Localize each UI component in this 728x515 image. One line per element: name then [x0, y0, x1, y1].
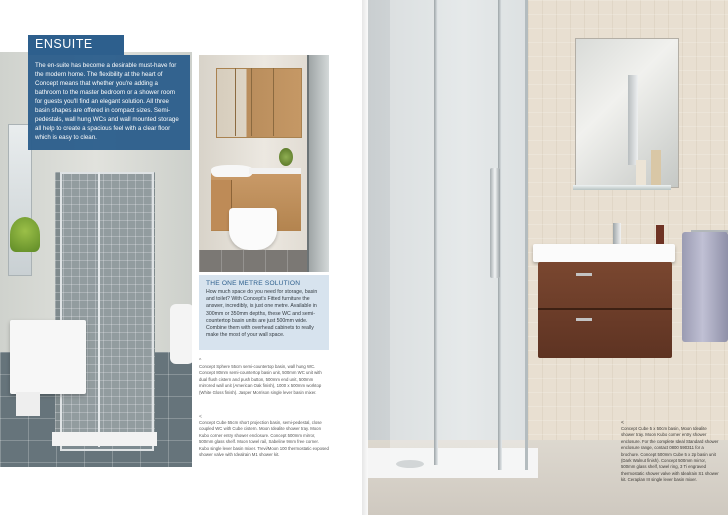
section-title-bar	[28, 35, 124, 55]
basin-mixer	[613, 223, 621, 245]
solution-heading: THE ONE METRE SOLUTION	[206, 280, 301, 287]
solution-body: How much space do you need for storage, basin and toilet? With Concept's Fitted furniture the answer, incredibly, is just one metre. Available in 300mm or 350mm depths, these WC and semi-countertop basin units are just 500mm wide. Combine them with overhead cabinets to really make the most of your wall space.	[206, 289, 318, 339]
caption-arrow: ^	[199, 358, 202, 364]
mirror	[575, 38, 679, 188]
wc	[229, 208, 277, 250]
caption-top	[199, 358, 329, 396]
caption-right	[621, 420, 721, 484]
vanity-unit	[538, 262, 672, 358]
glass-shelf	[573, 185, 671, 190]
intro-text: The en-suite has become a desirable must-have for the modern home. The flexibility at the heart of Concept means that whether you're adding a bathroom to the master bedroom or a shower room for guests you'll find an elegant solution. All three basin shapes are offered in compact sizes. Semi-pedestals, wall hung WCs and wall mounted storage all help to create a spacious feel with a clear floor which is easy to clean.	[35, 62, 179, 141]
caption-text: Concept Cube 5 x 50cm basin, Moon Idealite shower tray. Moon Kubo corner entry shower enclosure. For the complete Ideal Standard shower enclosure range, contact 0800 590311 for a brochure. Concept 500mm Cube 5 x 2p basin unit (Dark Walnut finish). Concept 500mm mirror, 500mm glass shelf, towel ring, 3 Ti engraved thermostatic shower valve with Idealrain S1 shower kit. Ceraplan III single lever basin mixer.	[621, 426, 719, 483]
caption-text: Concept Sphere 55cm semi-countertop basin, wall hung WC. Concept 80mm semi-countertop basin unit, 500mm WC unit with dual flush cistern and push button, 500mm end unit, 500mm mirrored wall unit (American Oak finish), 1000 x 500mm worktop (White Gloss finish). Jasper Morrison single lever basin mixer.	[199, 364, 322, 395]
caption-text: Concept Cube 55cm short projection basin, semi-pedestal, close coupled WC with Cube cistern. Moon Idealite shower tray. Moon Kubo corner entry shower enclosure. Concept 500mm mirror, 500mm glass shelf. Moon towel rail, Sabeline 9mm free corner. Kubo single lever basin mixer. Trevi/Moon 100 thermostatic exposed shower valve with Idealrain M1 shower kit.	[199, 420, 329, 458]
caption-arrow: <	[621, 420, 624, 426]
door-handle	[490, 168, 500, 278]
basin	[10, 320, 86, 394]
overhead-cabinet	[216, 68, 302, 138]
basin	[211, 165, 253, 177]
wc	[170, 304, 192, 364]
towel	[682, 232, 728, 342]
plant	[10, 217, 40, 252]
intro-box	[28, 55, 190, 150]
fitted-furniture-photo	[199, 55, 329, 272]
caption-arrow: <	[199, 414, 202, 420]
caption-left	[199, 414, 329, 458]
plant	[279, 148, 293, 166]
basin	[533, 244, 675, 262]
one-metre-solution-box	[199, 275, 329, 350]
section-title: ENSUITE	[35, 37, 93, 51]
shower-enclosure	[390, 0, 528, 470]
